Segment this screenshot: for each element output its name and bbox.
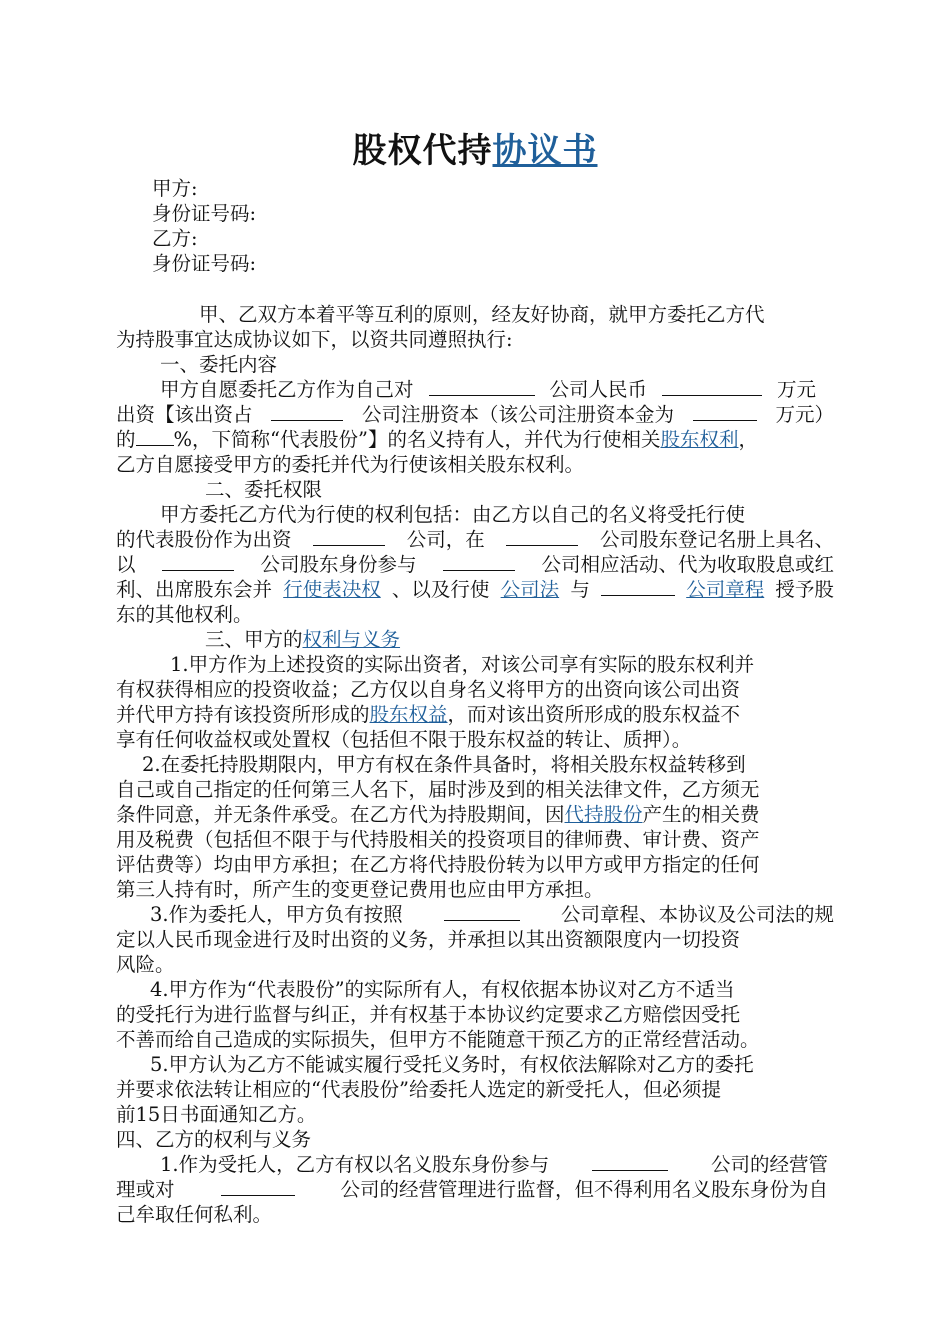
text-run: 万元） [775,403,834,426]
text-run: 的代表股份作为出资 [116,528,292,551]
title-link[interactable]: 协议书 [492,131,598,171]
blank-line [592,1152,668,1171]
paragraph-line: 享有任何收益权或处置权（包括但不限于股东权益的转让、质押）。 [116,728,692,751]
text-run: 条件同意，并无条件承受。在乙方代为持股期间，因 [116,803,565,826]
paragraph-line: 第三人持有时，所产生的变更登记费用也应由甲方承担。 [116,878,604,901]
text-run: 三、甲方的 [205,628,303,651]
paragraph-line: 2.在委托持股期限内，甲方有权在条件具备时，将相关股东权益转移到 [142,753,746,776]
section-4-heading: 四、乙方的权利与义务 [116,1128,312,1151]
text-run: 公司注册资本（该公司注册资本金为 [361,403,674,426]
paragraph-line [116,527,834,553]
paragraph-line: 自己或自己指定的任何第三人名下，届时涉及到的相关法律文件，乙方须无 [116,778,760,801]
text-run: 公司人民币 [549,378,647,401]
rights-obligations-link[interactable]: 权利与义务 [302,628,401,651]
text-run: 利、出席股东会并 [116,578,273,601]
paragraph-line: 甲方委托乙方代为行使的权利包括：由乙方以自己的名义将受托行使 [160,503,746,526]
party-b-id-label: 身份证号码: [152,252,257,275]
paragraph-line [160,377,816,403]
paragraph-line: 用及税费（包括但不限于与代持股相关的投资项目的律师费、审计费、资产 [116,828,760,851]
blank-line [313,527,385,546]
paragraph-line: 1.甲方作为上述投资的实际出资者，对该公司享有实际的股东权利并 [170,653,755,676]
paragraph-line [116,802,760,828]
text-run: 以 [116,553,136,576]
text-run: 万元 [776,378,816,401]
text-run: 产生的相关费 [642,803,760,826]
text-run: 1.作为受托人，乙方有权以名义股东身份参与 [160,1153,550,1176]
party-b-label: 乙方: [152,227,198,250]
paragraph-line [160,1152,828,1178]
paragraph-line: 己牟取任何私利。 [116,1203,273,1226]
nominee-shares-link[interactable]: 代持股份 [564,803,643,826]
text-run: 公司相应活动、代为收取股息或红 [541,553,834,576]
blank-line [443,552,515,571]
text-run: 公司股东登记名册上具名、 [599,528,834,551]
blank-line [429,377,535,396]
intro-line: 为持股事宜达成协议如下，以资共同遵照执行: [116,328,513,351]
document-title [0,128,950,174]
paragraph-line: 的受托行为进行监督与纠正，并有权基于本协议约定要求乙方赔偿因受托 [116,1003,741,1026]
blank-line [162,552,234,571]
section-1-heading: 一、委托内容 [160,353,278,376]
text-run: ， [738,428,759,451]
text-run: %，下简称“代表股份”】的名义持有人，并代为行使相关 [173,428,661,451]
text-run: 并代甲方持有该投资所形成的 [116,703,370,726]
paragraph-line [116,402,834,428]
text-run: 公司股东身份参与 [260,553,417,576]
section-2-heading: 二、委托权限 [205,478,323,501]
paragraph-line: 东的其他权利。 [116,603,253,626]
title-text: 股权代持 [352,131,493,171]
text-run: 公司的经营管 [710,1153,828,1176]
intro-line: 甲、乙双方本着平等互利的原则，经友好协商，就甲方委托乙方代 [199,303,765,326]
voting-rights-link[interactable]: 行使表决权 [283,578,381,601]
text-run: 理或对 [116,1178,175,1201]
paragraph-line: 前15日书面通知乙方。 [116,1103,317,1126]
section-3-heading [205,627,400,653]
paragraph-line: 风险。 [116,953,175,976]
text-run: 3.作为委托人，甲方负有按照 [150,903,403,926]
text-run: 与 [570,578,590,601]
articles-link[interactable]: 公司章程 [686,578,765,601]
paragraph-line: 并要求依法转让相应的“代表股份”给委托人选定的新受托人，但必须提 [116,1078,721,1101]
text-run: 公司章程、本协议及公司法的规 [560,903,834,926]
party-a-label: 甲方: [152,177,198,200]
text-run: 出资【该出资占 [116,403,253,426]
blank-line [601,577,675,596]
text-run: 公司的经营管理进行监督，但不得利用名义股东身份为自 [340,1178,828,1201]
blank-line [693,402,757,421]
blank-line [271,402,343,421]
text-run: 授予股 [775,578,834,601]
company-law-link[interactable]: 公司法 [500,578,560,601]
paragraph-line: 评估费等）均由甲方承担；在乙方将代持股份转为以甲方或甲方指定的任何 [116,853,760,876]
paragraph-line: 乙方自愿接受甲方的委托并代为行使该相关股东权利。 [116,453,585,476]
paragraph-line: 定以人民币现金进行及时出资的义务，并承担以其出资额限度内一切投资 [116,928,741,951]
paragraph-line [116,427,758,453]
paragraph-line: 4.甲方作为“代表股份”的实际所有人，有权依据本协议对乙方不适当 [150,978,735,1001]
blank-line [444,902,520,921]
party-a-id-label: 身份证号码: [152,202,257,225]
paragraph-line [116,577,834,603]
paragraph-line [150,902,834,928]
blank-line [506,527,578,546]
blank-line [221,1177,295,1196]
paragraph-line [116,702,740,728]
text-run: 的 [116,428,136,451]
paragraph-line: 5.甲方认为乙方不能诚实履行受托义务时，有权依法解除对乙方的委托 [150,1053,754,1076]
shareholder-rights-link[interactable]: 股东权利 [660,428,739,451]
paragraph-line [116,552,834,578]
text-run: 公司，在 [406,528,485,551]
text-run: 、以及行使 [391,578,490,601]
text-run: ，而对该出资所形成的股东权益不 [447,703,741,726]
paragraph-line: 不善而给自己造成的实际损失，但甲方不能随意干预乙方的正常经营活动。 [116,1028,760,1051]
paragraph-line: 有权获得相应的投资收益；乙方仅以自身名义将甲方的出资向该公司出资 [116,678,741,701]
text-run: 甲方自愿委托乙方作为自己对 [160,378,414,401]
blank-line [136,427,174,446]
paragraph-line [116,1177,828,1203]
shareholder-equity-link[interactable]: 股东权益 [369,703,448,726]
blank-line [662,377,762,396]
